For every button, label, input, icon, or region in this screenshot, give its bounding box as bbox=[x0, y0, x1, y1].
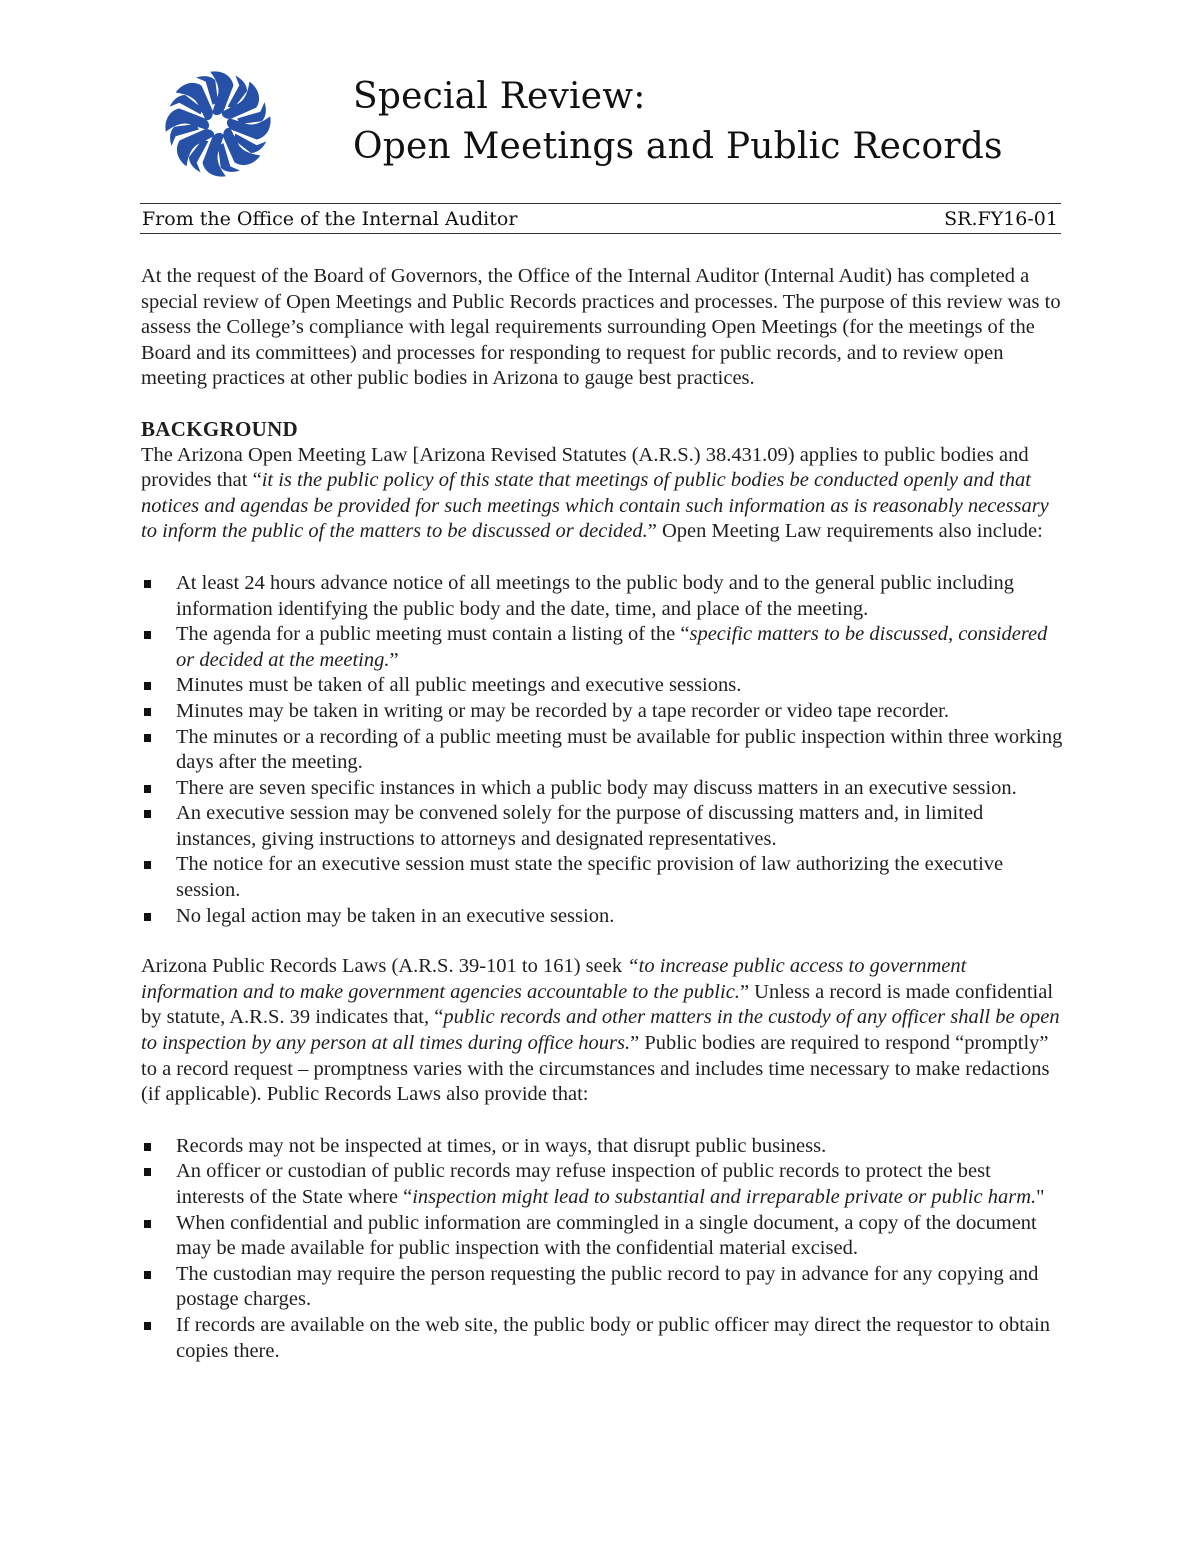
list-item bbox=[141, 904, 1063, 930]
list-item bbox=[141, 571, 1063, 622]
list-item-text: The custodian may require the person requesting the public record to pay in advance for any copying and postage charges. bbox=[176, 1262, 1039, 1311]
public-records-provisions-list bbox=[141, 1134, 1063, 1364]
list-item bbox=[141, 852, 1063, 903]
list-item bbox=[141, 801, 1063, 852]
list-item-text: When confidential and public information are commingled in a single document, a copy of the document may be made available for public inspection with the confidential material excised. bbox=[176, 1211, 1037, 1260]
list-item-text: If records are available on the web site, the public body or public officer may direct the requestor to obtain copies there. bbox=[176, 1313, 1050, 1362]
list-item bbox=[141, 1159, 1063, 1210]
list-item-text: There are seven specific instances in which a public body may discuss matters in an executive session. bbox=[176, 776, 1017, 799]
list-item-text: " bbox=[1036, 1186, 1045, 1208]
intro-paragraph: At the request of the Board of Governors, the Office of the Internal Auditor (Internal Audit) has completed a special review of Open Meetings and Public Records practices and processes. The purpose of this review was to assess the College’s compliance with legal requirements surrounding Open Meetings (for the meetings of the Board and its committees) and processes for responding to request for public records, and to review open meeting practices at other public bodies in Arizona to gauge best practices. bbox=[141, 265, 1061, 390]
list-item bbox=[141, 699, 1063, 725]
open-meeting-requirements-list bbox=[141, 571, 1063, 929]
report-id: SR.FY16-01 bbox=[944, 208, 1058, 230]
list-item-text: Minutes may be taken in writing or may be recorded by a tape recorder or video tape recorder. bbox=[176, 699, 949, 722]
paragraph-text: ” Unless a record is made confidential by statute, A.R.S. 39 indicates that, “ bbox=[141, 980, 1054, 1029]
paragraph-text: ” Open Meeting Law requirements also include: bbox=[647, 520, 1043, 543]
list-item bbox=[141, 1134, 1063, 1160]
statute-quote: inspection might lead to substantial and irreparable private or public harm. bbox=[412, 1186, 1037, 1208]
title-line-2: Open Meetings and Public Records bbox=[353, 126, 1003, 167]
list-item-text: No legal action may be taken in an executive session. bbox=[176, 904, 615, 927]
statute-quote: specific matters to be discussed, considered or decided at the meeting. bbox=[176, 623, 1048, 671]
paragraph-text: Arizona Public Records Laws (A.R.S. 39-101 to 161) seek bbox=[141, 955, 628, 978]
office-label: From the Office of the Internal Auditor bbox=[142, 208, 518, 230]
list-item-text: An officer or custodian of public records may refuse inspection of public records to protect the best interests of the State where “ bbox=[176, 1160, 991, 1208]
list-item bbox=[141, 622, 1063, 673]
list-item bbox=[141, 776, 1063, 802]
paragraph-text: ” Public bodies are required to respond “promptly” to a record request – promptness varies with the circumstances and includes time necessary to make redactions (if applicable). Public Records Laws also provide that: bbox=[141, 1032, 1050, 1106]
college-pinwheel-logo-icon bbox=[160, 66, 276, 182]
header-rule-top bbox=[140, 203, 1061, 204]
list-item-text: At least 24 hours advance notice of all meetings to the public body and to the general public including information identifying the public body and the date, time, and place of the meeting. bbox=[176, 571, 1014, 620]
list-item-text: An executive session may be convened solely for the purpose of discussing matters and, in limited instances, giving instructions to attorneys and designated representatives. bbox=[176, 802, 984, 850]
paragraph-text: The Arizona Open Meeting Law [Arizona Revised Statutes (A.R.S.) 38.431.09) applies to public bodies and provides that “ bbox=[141, 443, 1029, 492]
list-item-text: Records may not be inspected at times, or in ways, that disrupt public business. bbox=[176, 1134, 827, 1157]
list-item-text: Minutes must be taken of all public meetings and executive sessions. bbox=[176, 674, 742, 697]
section-heading-background: BACKGROUND bbox=[141, 416, 299, 441]
statute-quote: it is the public policy of this state that meetings of public bodies be conducted openly and that notices and agendas be provided for such meetings which contain such information as is reasonably necessary to inform the public of the matters to be discussed or decided. bbox=[141, 469, 1049, 543]
title-line-1: Special Review: bbox=[353, 76, 646, 117]
statute-quote: public records and other matters in the custody of any officer shall be open to inspection by any person at all times during office hours. bbox=[141, 1006, 1060, 1055]
list-item bbox=[141, 673, 1063, 699]
list-item bbox=[141, 1262, 1063, 1313]
open-meeting-paragraph bbox=[141, 443, 1063, 545]
report-subheader bbox=[142, 206, 1058, 232]
public-records-paragraph bbox=[141, 954, 1063, 1108]
list-item-text: The notice for an executive session must state the specific provision of law authorizing the executive session. bbox=[176, 853, 1004, 902]
page-title bbox=[353, 72, 1003, 172]
list-item-text: The agenda for a public meeting must contain a listing of the “ bbox=[176, 623, 690, 646]
list-item-text: The minutes or a recording of a public meeting must be available for public inspection within three working days after the meeting. bbox=[176, 725, 1063, 774]
list-item bbox=[141, 1211, 1063, 1262]
list-item bbox=[141, 1313, 1063, 1364]
statute-quote: “to increase public access to government information and to make government agencies accountable to the public. bbox=[141, 955, 967, 1003]
document-body bbox=[141, 264, 1063, 1389]
list-item bbox=[141, 725, 1063, 776]
list-item-text: ” bbox=[389, 648, 399, 671]
header-rule-bottom bbox=[140, 233, 1061, 234]
